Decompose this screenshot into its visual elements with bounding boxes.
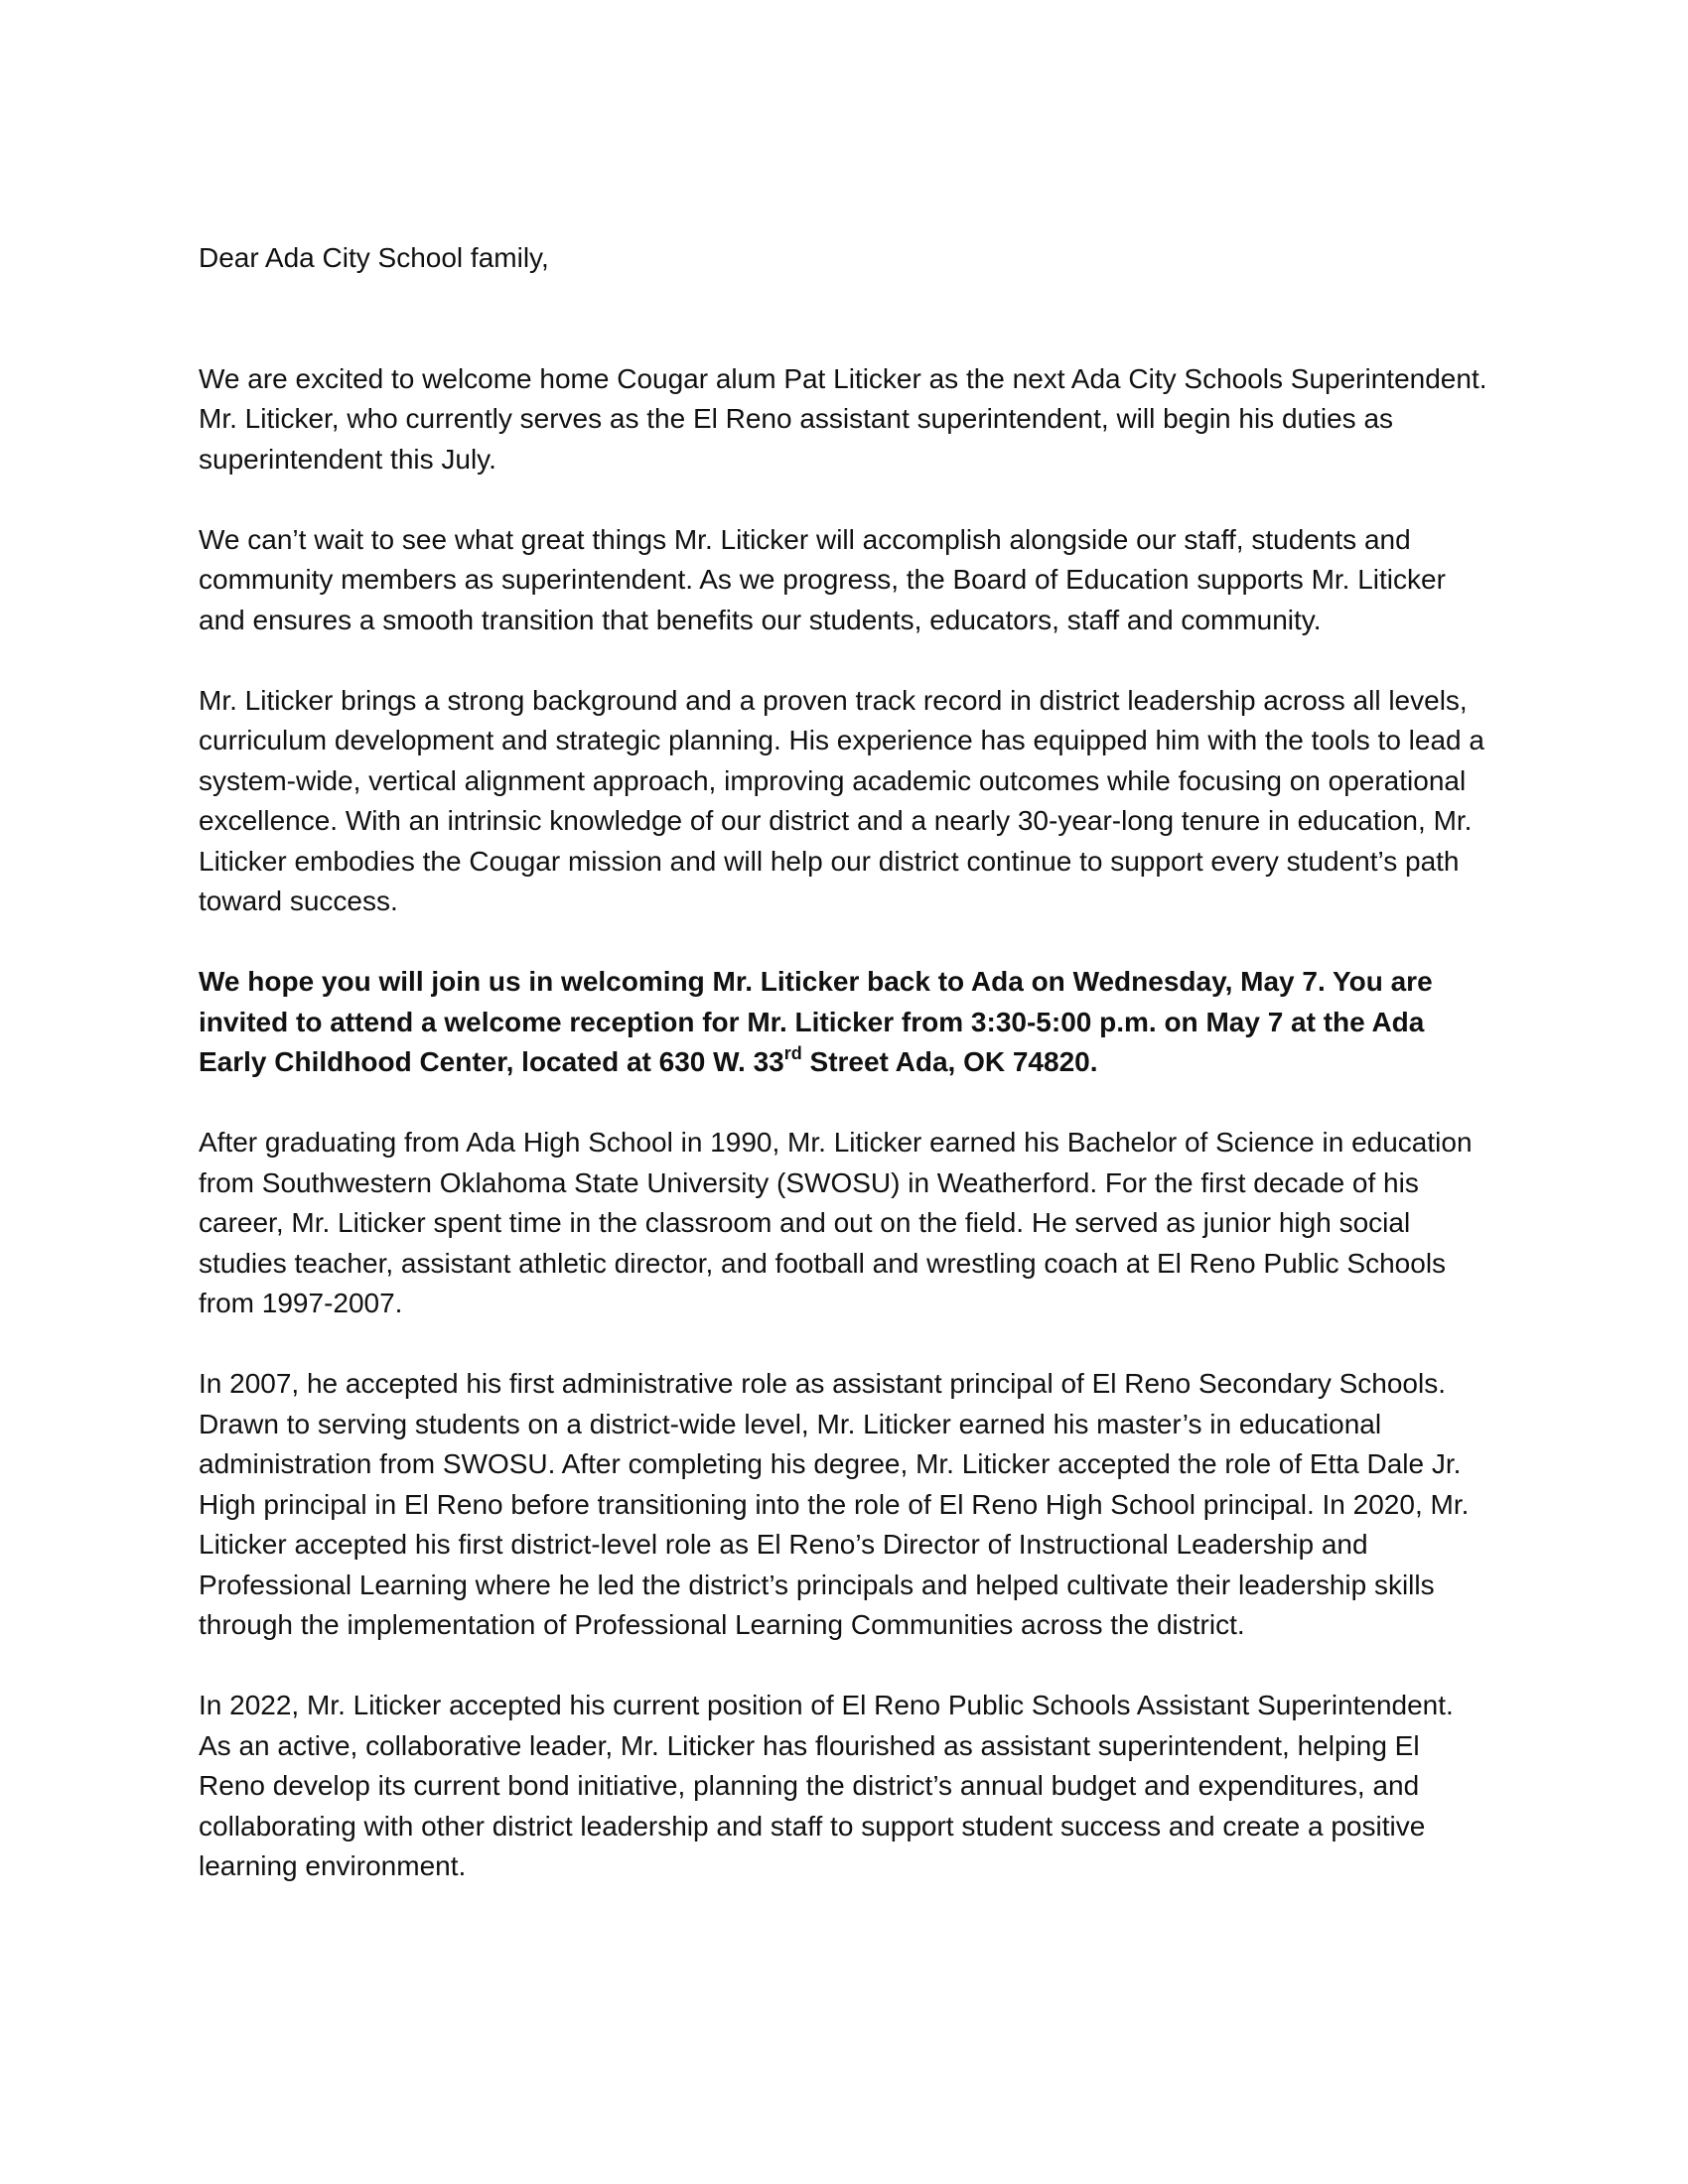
letter-body [199, 238, 1489, 1927]
reception-text-2: Street Ada, OK 74820. [801, 1046, 1098, 1077]
paragraph-board-support: We can’t wait to see what great things Mr. Liticker will accomplish alongside our staff, students and community members as superintendent. As we progress, the Board of Education supports Mr. Liticker and ensures a smooth transition that benefits our students, educators, staff and community. [199, 523, 1446, 635]
paragraph-administrative-career: In 2007, he accepted his first administrative role as assistant principal of El Reno Secondary Schools. Drawn to serving students on a district-wide level, Mr. Liticker earned his master’s in educational administration from SWOSU. After completing his degree, Mr. Liticker accepted the role of Etta Dale Jr. High principal in El Reno before transitioning into the role of El Reno High School principal. In 2020, Mr. Liticker accepted his first district-level role as El Reno’s Director of Instructional Leadership and Professional Learning where he led the district’s principals and helped cultivate their leadership skills through the implementation of Professional Learning Communities across the district. [199, 1368, 1470, 1640]
salutation: Dear Ada City School family, [199, 242, 549, 273]
reception-text-1: We hope you will join us in welcoming Mr. Liticker back to Ada on Wednesday, May 7. You are invited to attend a welcome reception for Mr. Liticker from 3:30-5:00 p.m. on May 7 at the Ada Early Childhood Center, located at 630 W. 33 [199, 966, 1433, 1077]
paragraph-reception-invite [199, 962, 1489, 1083]
paragraph-announcement: We are excited to welcome home Cougar alum Pat Liticker as the next Ada City Schools Superintendent. Mr. Liticker, who currently serves as the El Reno assistant superintendent, will begin his duties as superintendent this July. [199, 362, 1487, 475]
paragraph-current-position: In 2022, Mr. Liticker accepted his current position of El Reno Public Schools Assistant Superintendent. As an active, collaborative leader, Mr. Liticker has flourished as assistant superintendent, helping El Reno develop its current bond initiative, planning the district’s annual budget and expenditures, and collaborating with other district leadership and staff to support student success and create a positive learning environment. [199, 1690, 1454, 1881]
paragraph-background: Mr. Liticker brings a strong background and a proven track record in district leadership across all levels, curriculum development and strategic planning. His experience has equipped him with the tools to lead a system-wide, vertical alignment approach, improving academic outcomes while focusing on operational excellence. With an intrinsic knowledge of our district and a nearly 30-year-long tenure in education, Mr. Liticker embodies the Cougar mission and will help our district continue to support every student’s path toward success. [199, 684, 1484, 916]
paragraph-education-history: After graduating from Ada High School in 1990, Mr. Liticker earned his Bachelor of Science in education from Southwestern Oklahoma State University (SWOSU) in Weatherford. For the first decade of his career, Mr. Liticker spent time in the classroom and out on the field. He served as junior high social studies teacher, assistant athletic director, and football and wrestling coach at El Reno Public Schools from 1997-2007. [199, 1127, 1473, 1318]
ordinal-suffix: rd [783, 1042, 802, 1063]
